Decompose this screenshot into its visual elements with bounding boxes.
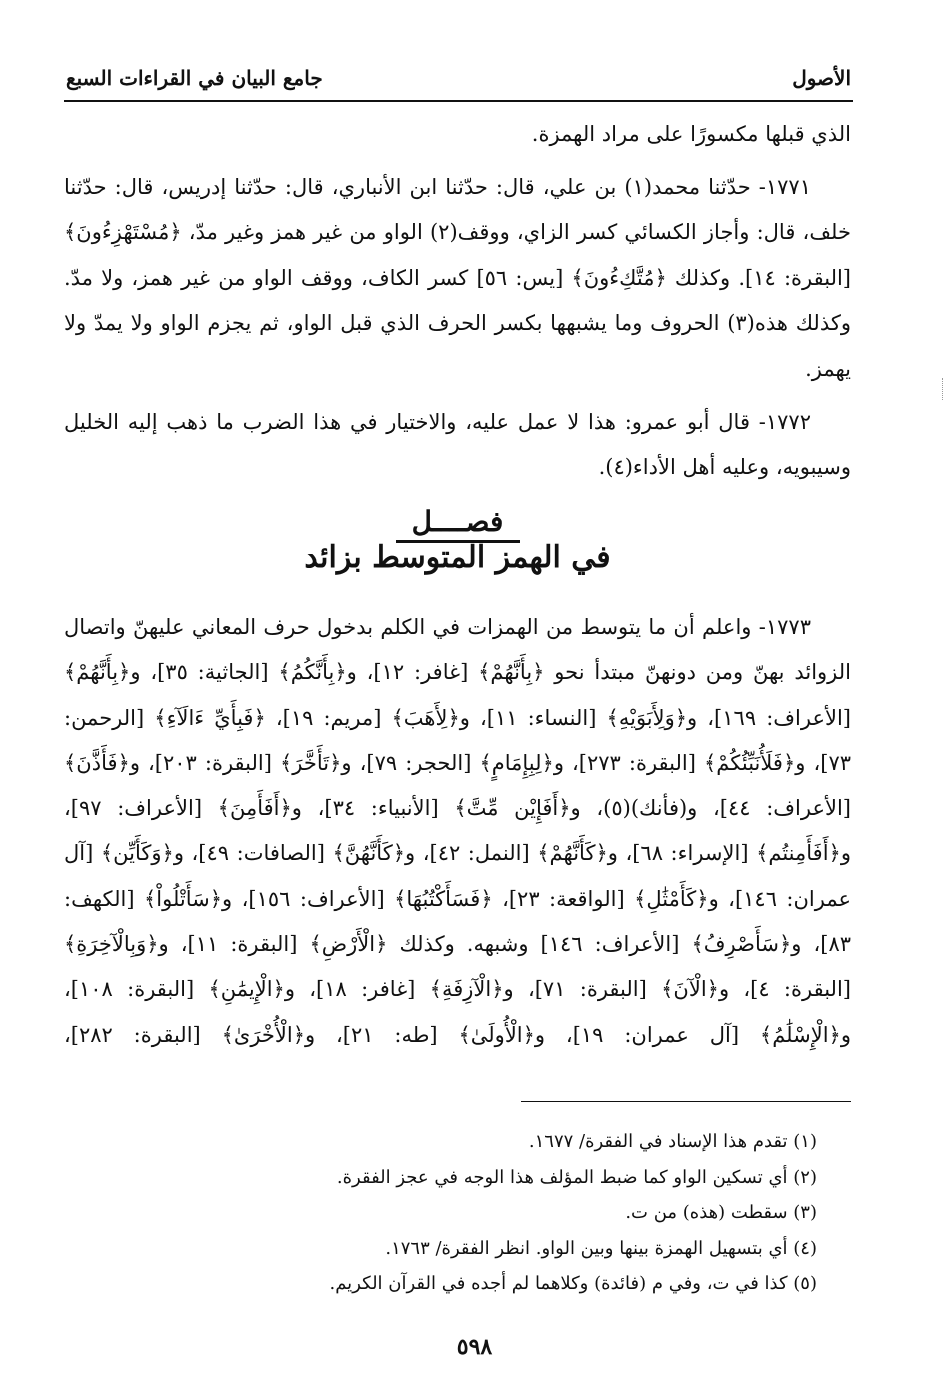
main-text-block bbox=[64, 112, 851, 491]
section-title: فصــــل bbox=[411, 505, 504, 538]
scan-edge-mark bbox=[939, 378, 943, 400]
section-subtitle: في الهمز المتوسط بزائد bbox=[304, 540, 611, 575]
paragraph-1772: ١٧٧٢- قال أبو عمرو: هذا لا عمل عليه، والاختيار في هذا الضرب ما ذهب إليه الخليل وسيبويه، وعليه أهل الأداء(٤). bbox=[64, 409, 851, 480]
footnote-2: (٢) أي تسكين الواو كما ضبط المؤلف هذا الوجه في عجز الفقرة. bbox=[336, 1166, 817, 1188]
paragraph-1771: ١٧٧١- حدّثنا محمد(١) بن علي، قال: حدّثنا ابن الأنباري، قال: حدّثنا إدريس، قال: حدّثنا خلف، قال: وأجاز الكسائي كسر الزاي، ووقف(٢) الواو من غير همز وغير مدّ، ﴿مُسْتَهْزِءُونَ﴾ [البقرة: ١٤]. وكذلك ﴿مُتَّكِءُونَ﴾ [يس: ٥٦] كسر الكاف، ووقف الواو من غير همز، ولا مدّ. وكذلك هذه(٣) الحروف وما يشبهها بكسر الحرف الذي قبل الواو، ثم يجزم الواو ولا يمدّ ولا يهمز. bbox=[64, 174, 851, 381]
footnote-1: (١) تقدم هذا الإسناد في الفقرة/ ١٦٧٧. bbox=[528, 1131, 817, 1152]
footnote-4: (٤) أي بتسهيل الهمزة بينها وبين الواو. انظر الفقرة/ ١٧٦٣. bbox=[385, 1237, 817, 1259]
footnote-3: (٣) سقطت (هذه) من ت. bbox=[625, 1202, 817, 1223]
section-text-block bbox=[64, 605, 851, 1058]
footnote-divider bbox=[521, 1101, 851, 1102]
page-number: ٥٩٨ bbox=[456, 1334, 493, 1360]
running-header-chapter: الأصول bbox=[792, 66, 851, 90]
paragraph-continuation: الذي قبلها مكسورًا على مراد الهمزة. bbox=[531, 122, 851, 146]
paragraph-1773: ١٧٧٣- واعلم أن ما يتوسط من الهمزات في الكلم بدخول حرف المعاني عليهنّ واتصال الزوائد بهنّ ومن دونهنّ مبتدأ نحو ﴿بِأَنَّهُمْ﴾ [غافر: ١٢]، و﴿بِأَنَّكُمُ﴾ [الجاثية: ٣٥]، و﴿بِأَنَّهُمْ﴾ [الأعراف: ١٦٩]، و﴿وَلِأَبَوَيْهِ﴾ [النساء: ١١]، و﴿لِأَهَبَ﴾ [مريم: ١٩]، ﴿فَبِأَيِّ ءَالَآءِ﴾ [الرحمن: ٧٣]، و﴿فَلَأُنَبِّئُكُمْ﴾ [البقرة: ٢٧٣]، و﴿لِبِإِمَامٍ﴾ [الحجر: ٧٩]، و﴿تَأَخَّرَ﴾ [البقرة: ٢٠٣]، و﴿فَأَذَّنَ﴾ [الأعراف: ٤٤]، و(فأنك)(٥)، و﴿أَفَإِيْن مِّتَّ﴾ [الأنبياء: ٣٤]، و﴿أَفَأَمِنَ﴾ [الأعراف: ٩٧]، و﴿أَفَأَمِنتُم﴾ [الإسراء: ٦٨]، و﴿كَأَنَّهُمْ﴾ [النمل: ٤٢]، و﴿كَأَنَّهُنَّ﴾ [الصافات: ٤٩]، و﴿وَكَأَيِّن﴾ [آل عمران: ١٤٦]، و﴿كَأَمْثَٰلِ﴾ [الواقعة: ٢٣]، ﴿فَسَأَكْتُبُهَا﴾ [الأعراف: ١٥٦]، و﴿سَأَتْلُواْ﴾ [الكهف: ٨٣]، و﴿سَأَصْرِفُ﴾ [الأعراف: ١٤٦] وشبهه. وكذلك ﴿الْأَرْضِ﴾ [البقرة: ١١]، و﴿وَبِالْآخِرَةِ﴾ [البقرة: ٤]، و﴿الْآنَ﴾ [البقرة: ٧١]، و﴿الْآزِفَةِ﴾ [غافر: ١٨]، و﴿الْإِيمَٰنِ﴾ [البقرة: ١٠٨]، و﴿الْإِسْلَٰمُ﴾ [آل عمران: ١٩]، و﴿الْأُولَىٰ﴾ [طه: ٢١]، و﴿الْأُخْرَىٰ﴾ [البقرة: ٢٨٢]، bbox=[64, 615, 852, 1047]
section-heading bbox=[64, 505, 851, 543]
running-header-book-title: جامع البيان في القراءات السبع bbox=[66, 66, 323, 90]
footnote-5: (٥) كذا في ت، وفي م (فائدة) وكلاهما لم أجده في القرآن الكريم. bbox=[329, 1273, 817, 1294]
footnotes bbox=[64, 1124, 817, 1302]
header-divider bbox=[64, 100, 853, 102]
